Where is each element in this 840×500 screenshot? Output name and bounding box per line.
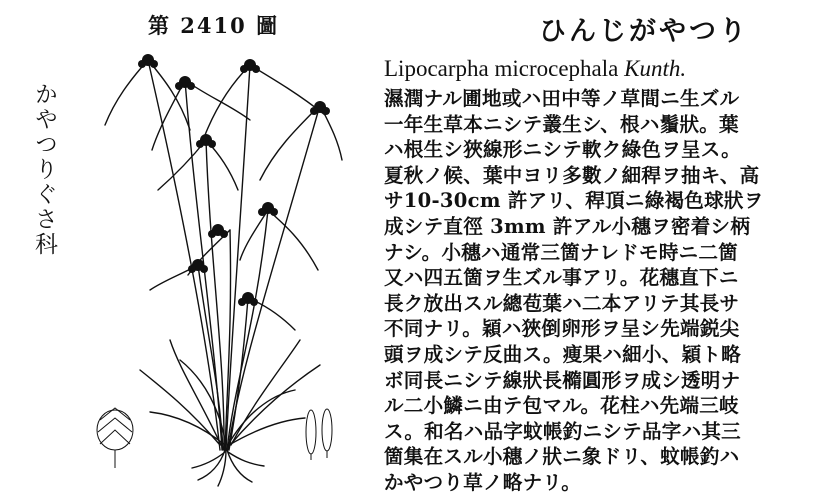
culm	[206, 140, 224, 450]
binomial: Lipocarpha microcephala	[384, 56, 619, 81]
description-line: ボ同長ニシテ線狀長橢圓形ヲ成シ透明ナ	[384, 368, 741, 392]
plate-number: 第 2410 圖	[148, 13, 280, 38]
description	[384, 86, 834, 496]
description-line: ル二小鱗ニ由テ包マル。花柱ハ先端三岐	[384, 394, 739, 418]
text-block	[384, 8, 834, 496]
family-label: かやつりぐさ科	[31, 82, 57, 257]
plant-illustration	[80, 40, 380, 490]
scientific-name	[384, 54, 834, 84]
description-line: 又ハ四五箇ヲ生ズル事アリ。花穗直下ニ	[384, 266, 739, 290]
description-line: 不同ナリ。穎ハ狹倒卵形ヲ呈シ先端鋭尖	[384, 317, 740, 341]
spikelet-detail	[97, 408, 133, 468]
description-line: ス。和名ハ品字蚊帳釣ニシテ品字ハ其三	[384, 419, 741, 443]
description-line: ハ根生シ狹線形ニシテ軟ク綠色ヲ呈ス。	[384, 138, 741, 162]
achene-detail	[306, 409, 332, 460]
description-line: 箇集在スル小穗ノ狀ニ象ドリ、蚊帳釣ハ	[384, 445, 740, 469]
description-line: 夏秋ノ候、葉中ヨリ多數ノ細稈ヲ抽キ、高	[384, 163, 760, 187]
description-line: 濕潤ナル圃地或ハ田中等ノ草間ニ生ズル	[384, 87, 740, 110]
description-line: 長ク放出スル總苞葉ハ二本アリテ其長サ	[384, 291, 740, 315]
description-line: かやつり草ノ略ナリ。	[384, 470, 582, 494]
author: Kunth.	[624, 56, 687, 81]
description-line: 成シテ直徑 3mm 許アル小穗ヲ密着シ柄	[384, 214, 751, 238]
description-line: サ10-30cm 許アリ、稈頂ニ綠褐色球狀ヲ	[384, 189, 764, 213]
description-line: 頭ヲ成シテ反曲ス。痩果ハ細小、穎ト略	[384, 342, 741, 366]
culm	[148, 60, 220, 450]
description-line: ナシ。小穗ハ通常三箇ナレドモ時ニ二箇	[384, 240, 739, 264]
description-line: 一年生草本ニシテ叢生シ、根ハ鬚狀。葉	[384, 112, 739, 136]
japanese-name: ひんじがやつり	[539, 16, 749, 47]
